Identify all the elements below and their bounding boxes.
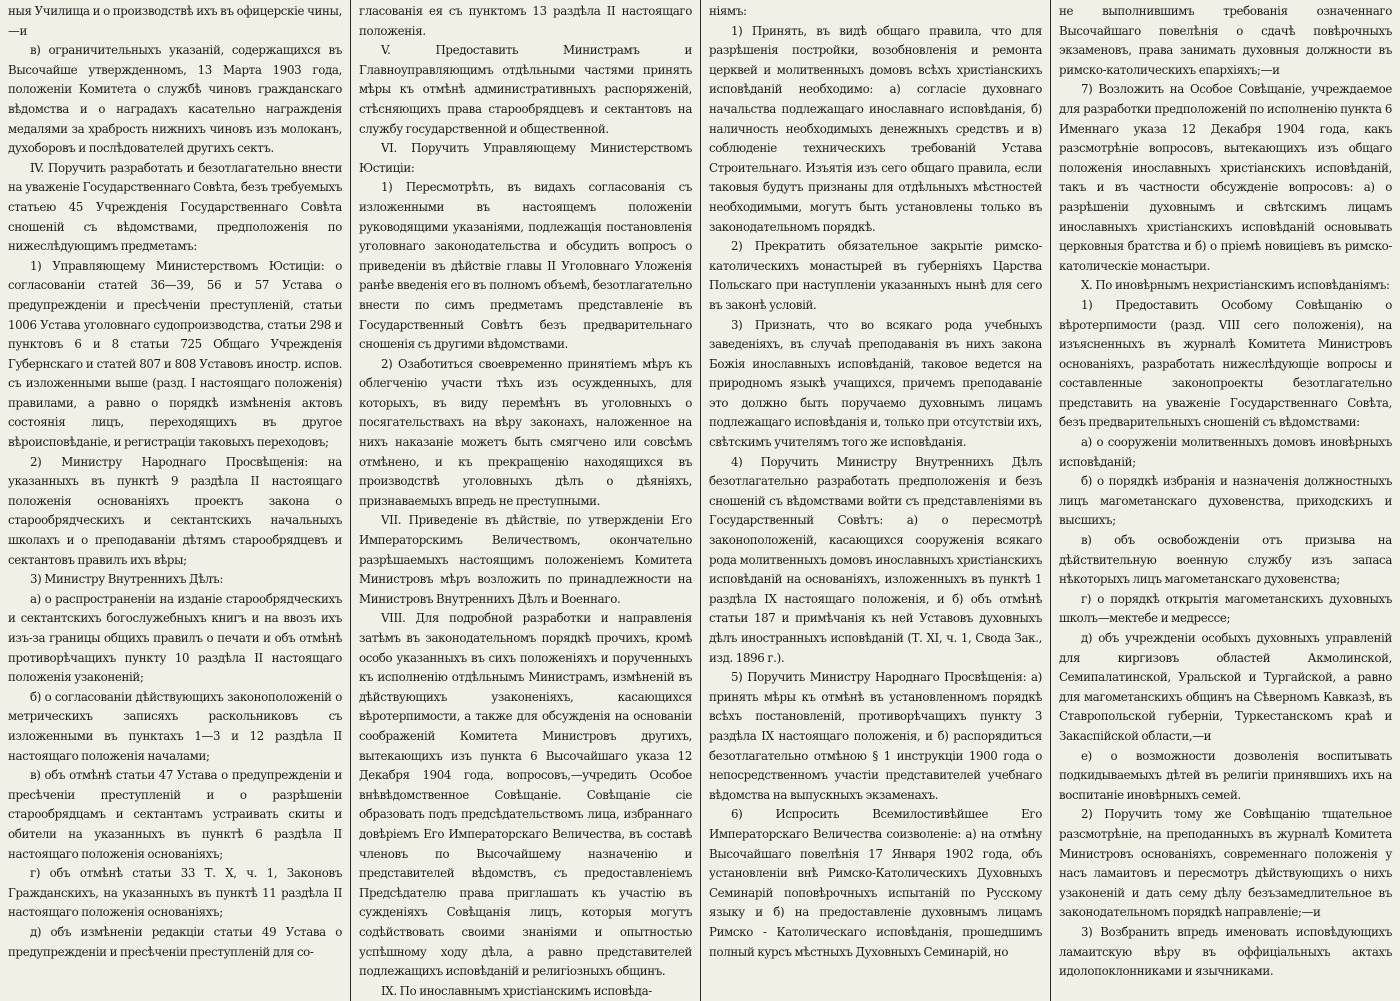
- text-column-2: [350, 0, 700, 1001]
- paragraph: д) объ учрежденіи особыхъ духовныхъ управленій для киргизовъ областей Акмолинской, Семипалатинской, Уральской и Тургайской, а равно для магометанскихъ общинъ на Сѣверномъ Кавказѣ, въ Ставропольской губерніи, Туркестанскомъ краѣ и Закаспійской области,—и: [1059, 631, 1392, 743]
- paragraph: 2) Озаботиться своевременно принятіемъ мѣръ къ облегченію участи тѣхъ изъ осужденныхъ, для которыхъ, въ виду перемѣнъ въ уголовныхъ о посягательствахъ на вѣру законахъ, наложенное на нихъ наказаніе можетъ быть смягчено или совсѣмъ отмѣнено, и къ прекращенію находящихся въ производствѣ уголовныхъ дѣлъ о дѣяніяхъ, признаваемыхъ впредь не преступными.: [359, 356, 692, 508]
- paragraph: не выполнившимъ требованія означеннаго Высочайшаго повелѣнія о сдачѣ повѣрочныхъ экзаменовъ, права занимать духовныя должности въ римско-католическихъ епархіяхъ;—и: [1059, 4, 1392, 77]
- paragraph: в) объ освобожденіи отъ призыва на дѣйствительную военную службу изъ запаса нѣкоторыхъ лицъ магометанскаго духовенства;: [1059, 533, 1392, 587]
- text-column-3: [700, 0, 1050, 1001]
- paragraph: б) о согласованіи дѣйствующихъ законоположеній о метрическихъ записяхъ раскольниковъ съ изложенными въ пунктахъ 1—3 и 12 раздѣла II настоящаго положенія началами;: [8, 689, 342, 763]
- paragraph: 1) Предоставить Особому Совѣщанію о вѣротерпимости (разд. VIII сего положенія), на изъясненныхъ въ журналѣ Комитета Министровъ основаніяхъ, разработать нижеслѣдующіе вопросы и составленные законопроекты безотлагательно представить на уваженіе Государственнаго Совѣта, безъ предварительныхъ сношеній съ вѣдомствами:: [1059, 297, 1392, 430]
- paragraph: VII. Приведеніе въ дѣйствіе, по утвержденіи Его Императорскимъ Величествомъ, окончательно разрѣшаемыхъ настоящимъ положеніемъ Комитета Министровъ мѣръ возложить по принадлежности на Министровъ Внутреннихъ Дѣлъ и Военнаго.: [359, 513, 692, 606]
- paragraph: VI. Поручить Управляющему Министерствомъ Юстиціи:: [359, 141, 692, 175]
- paragraph: а) о сооруженіи молитвенныхъ домовъ иновѣрныхъ исповѣданій;: [1059, 435, 1392, 469]
- paragraph: 3) Признать, что во всякаго рода учебныхъ заведеніяхъ, въ случаѣ преподаванія въ нихъ закона Божія инославныхъ исповѣданій, таковое ведется на природномъ языкѣ учащихся, причемъ преподаваніе это должно быть поручаемо духовнымъ лицамъ подлежащаго исповѣданія и, только при отсутствіи ихъ, свѣтскимъ учителямъ того же исповѣданія.: [709, 317, 1042, 450]
- paragraph: гласованія ея съ пунктомъ 13 раздѣла II настоящаго положенія.: [359, 4, 692, 38]
- paragraph: 1) Принять, въ видѣ общаго правила, что для разрѣшенія постройки, возобновленія и ремонта церквей и молитвенныхъ домовъ всѣхъ христіанскихъ исповѣданій необходимо: а) согласіе духовнаго начальства подлежащаго инославнаго исповѣданія, б) наличность необходимыхъ денежныхъ средствъ и в) соблюденіе техническихъ требованій Устава Строительнаго. Изъятія изъ сего общаго правила, если таковыя будутъ признаны для отдѣльныхъ мѣстностей необходимыми, могутъ быть установлены только въ законодательномъ порядкѣ.: [709, 23, 1042, 234]
- paragraph: 6) Испросить Всемилостивѣйшее Его Императорскаго Величества соизволеніе: а) на отмѣну Высочайшаго повелѣнія 17 Января 1902 года, объ установленіи внѣ Римско-Католическихъ Духовныхъ Семинарій поповѣрочныхъ испытаній по Русскому языку и б) на предоставленіе духовнымъ лицамъ Римско - Католическаго исповѣданія, прошедшимъ полный курсъ мѣстныхъ Духовныхъ Семинарій, но: [709, 807, 1042, 959]
- paragraph: 2) Министру Народнаго Просвѣщенія: на указанныхъ въ пунктѣ 9 раздѣла II настоящаго положенія основаніяхъ проектъ закона о старообрядческихъ и сектантскихъ начальныхъ школахъ и о преподаваніи дѣтямъ старообрядцевъ и сектантовъ правилъ ихъ вѣры;: [8, 454, 342, 567]
- paragraph: 3) Возбранить впредь именовать исповѣдующихъ ламаитскую вѣру въ оффиціальныхъ актахъ идолопоклонниками и язычниками.: [1059, 924, 1392, 979]
- paragraph: 5) Поручить Министру Народнаго Просвѣщенія: а) принять мѣры къ отмѣнѣ въ установленномъ порядкѣ всѣхъ постановленій, противорѣчащихъ пункту 3 раздѣла IX настоящаго положенія, и б) распорядиться безотлагательно отмѣною § 1 инструкціи 1900 года о непосредственномъ участіи представителей учебнаго вѣдомства на выпускныхъ экзаменахъ.: [709, 670, 1042, 802]
- paragraph: б) о порядкѣ избранія и назначенія должностныхъ лицъ магометанскаго духовенства, приходскихъ и высшихъ;: [1059, 474, 1392, 528]
- paragraph: г) объ отмѣнѣ статьи 33 Т. X, ч. 1, Законовъ Гражданскихъ, на указанныхъ въ пунктѣ 11 раздѣла II настоящаго положенія основаніяхъ;: [8, 866, 342, 920]
- paragraph: д) объ измѣненіи редакціи статьи 49 Устава о предупрежденіи и пресѣченіи преступленій для со-: [8, 924, 342, 959]
- paragraph: V. Предоставить Министрамъ и Главноуправляющимъ отдѣльными частями принять мѣры къ отмѣнѣ административныхъ распоряженій, стѣсняющихъ права старообрядцевъ и сектантовъ на службу государственной и общественной.: [359, 43, 692, 136]
- paragraph: в) ограничительныхъ указаній, содержащихся въ Высочайше утвержденномъ, 13 Марта 1903 года, положеніи Комитета о службѣ чиновъ гражданскаго вѣдомства и о наградахъ касательно награжденія медалями за храбрость нижнихъ чиновъ изъ молоканъ, духоборовъ и послѣдователей другихъ сектъ.: [8, 43, 342, 156]
- paragraph: 1) Управляющему Министерствомъ Юстиціи: о согласованіи статей 36—39, 56 и 57 Устава о предупрежденіи и пресѣченіи преступленій, статьи 1006 Устава уголовнаго судопроизводства, статьи 298 и пунктовъ 6 и 8 статьи 725 Общаго Учрежденія Губернскаго и статей 807 и 808 Уставовъ иностр. испов. съ изложенными выше (разд. I настоящаго положенія) правилами, а равно о порядкѣ измѣненія актовъ состоянія лицъ, переходящихъ въ другое вѣроисповѣданіе, и регистраціи таковыхъ переходовъ;: [8, 258, 342, 450]
- text-column-1: [0, 0, 350, 1001]
- paragraph: а) о распространеніи на изданіе старообрядческихъ и сектантскихъ богослужебныхъ книгъ и на ввозъ ихъ изъ-за границы общихъ правилъ о печати и объ отмѣнѣ противорѣчащихъ пункту 10 раздѣла II настоящаго положенія узаконеній;: [8, 591, 342, 685]
- paragraph: ныя Училища и о производствѣ ихъ въ офицерскіе чины,—и: [8, 4, 342, 38]
- paragraph: 3) Министру Внутреннихъ Дѣлъ:: [30, 572, 223, 587]
- paragraph: 1) Пересмотрѣть, въ видахъ согласованія съ изложенными въ настоящемъ положеніи руководящими указаніями, подлежащія постановленія уголовнаго законодательства и обсудить вопросъ о приведеніи въ дѣйствіе главы II Уголовнаго Уложенія ранѣе введенія его въ полномъ объемѣ, безотлагательно внести по симъ предметамъ представленіе въ Государственный Совѣтъ безъ предварительнаго сношенія съ другими вѣдомствами.: [359, 180, 692, 352]
- paragraph: 2) Поручить тому же Совѣщанію тщательное разсмотрѣніе, на преподанныхъ въ журналѣ Комитета Министровъ основаніяхъ, современнаго положенія у насъ ламаитовъ и пересмотръ дѣйствующихъ о нихъ узаконеній и дать сему дѣлу безъзамедлительное въ законодательномъ порядкѣ направленіе;—и: [1059, 807, 1392, 920]
- paragraph: 2) Прекратить обязательное закрытіе римско-католическихъ монастырей въ губерніяхъ Царства Польскаго при наступленіи указанныхъ нынѣ для сего въ законѣ условій.: [709, 239, 1042, 312]
- text-column-4: [1050, 0, 1400, 1001]
- paragraph: е) о возможности дозволенія воспитывать подкидываемыхъ дѣтей въ религіи принявшихъ ихъ на воспитаніе иновѣрныхъ семей.: [1059, 748, 1392, 802]
- paragraph: IX. По инославнымъ христіанскимъ исповѣда-: [381, 983, 652, 998]
- paragraph: г) о порядкѣ открытія магометанскихъ духовныхъ школъ—мектебе и медрессе;: [1059, 591, 1392, 626]
- paragraph: в) объ отмѣнѣ статьи 47 Устава о предупрежденіи и пресѣченіи преступленій и о разрѣшеніи старообрядцамъ и сектантамъ устраивать скиты и обители на указанныхъ въ пунктѣ 6 раздѣла II настоящаго положенія основаніяхъ;: [8, 768, 342, 861]
- paragraph: VIII. Для подробной разработки и направленія затѣмъ въ законодательномъ порядкѣ прочихъ, кромѣ особо указанныхъ въ сихъ положеніяхъ и порученныхъ къ исполненію отдѣльнымъ Министрамъ, измѣненій въ дѣйствующихъ узаконеніяхъ, касающихся вѣротерпимости, а также для обсужденія на основаніи соображеній Комитета Министровъ другихъ, вытекающихъ изъ пункта 6 Высочайшаго указа 12 Декабря 1904 года, вопросовъ,—учредить Особое внѣвѣдомственное Совѣщаніе. Совѣщаніе сіе образовать подъ предсѣдательствомъ лица, избраннаго довѣріемъ Его Императорскаго Величества, въ составѣ членовъ по Высочайшему назначенію и представителей вѣдомствъ, съ предоставленіемъ Предсѣдателю права приглашать къ участію въ сужденіяхъ Совѣщанія лицъ, которыя могутъ содѣйствовать своими знаніями и опытностью успѣшному ходу дѣла, а равно представителей подлежащихъ исповѣданій и религіозныхъ общинъ.: [359, 611, 692, 979]
- paragraph: X. По иновѣрнымъ нехристіанскимъ исповѣданіямъ:: [1081, 278, 1390, 293]
- paragraph: 4) Поручить Министру Внутреннихъ Дѣлъ безотлагательно разработать предположенія и безъ сношеній съ вѣдомствами войти съ представленіями въ Государственный Совѣтъ: а) о пересмотрѣ законоположеній, касающихся сооруженія всякаго рода молитвенныхъ домовъ инославныхъ христіанскихъ исповѣданій на основаніяхъ, изложенныхъ въ пунктѣ 1 раздѣла IX настоящаго положенія, и б) объ отмѣнѣ статьи 187 и примѣчанія къ ней Уставовъ духовныхъ дѣлъ иностранныхъ исповѣданій (Т. XI, ч. 1, Свода Зак., изд. 1896 г.).: [709, 454, 1042, 665]
- paragraph: ніямъ:: [709, 4, 747, 18]
- paragraph: IV. Поручить разработать и безотлагательно внести на уваженіе Государственнаго Совѣта, безъ требуемыхъ статьею 45 Учрежденія Государственнаго Совѣта сношеній съ вѣдомствами, предположенія по нижеслѣдующимъ предметамъ:: [8, 160, 342, 254]
- paragraph: 7) Возложить на Особое Совѣщаніе, учреждаемое для разработки предположеній по исполненію пункта 6 Именнаго указа 12 Декабря 1904 года, какъ разсмотрѣніе вопросовъ, вытекающихъ изъ общаго положенія инославныхъ христіанскихъ исповѣданій, такъ и въ частности обсужденіе вопросовъ: а) о разрѣшеніи духовнымъ и свѣтскимъ лицамъ инославныхъ христіанскихъ исповѣданій основывать церковныя братства и б) о пріемѣ новиціевъ въ римско-католическіе монастыри.: [1059, 82, 1392, 273]
